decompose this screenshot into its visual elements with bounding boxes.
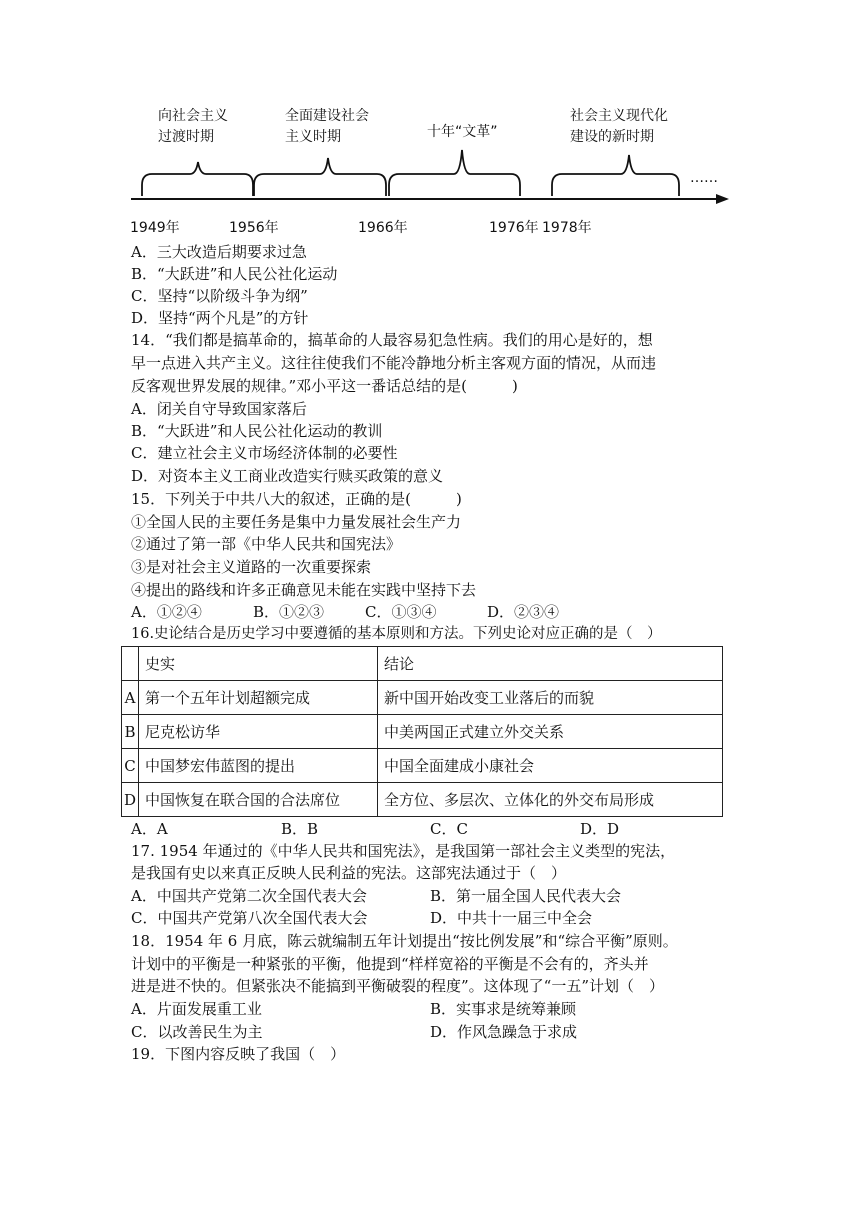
table-cell: D (122, 783, 139, 817)
q14-option-a: A．闭关自守导致国家落后 (131, 400, 307, 418)
year-label: 1956年 (229, 220, 279, 236)
q13-option-d: D．坚持“两个凡是”的方针 (131, 309, 309, 327)
table-cell: B (122, 715, 139, 749)
q13-option-c: C．坚持“以阶级斗争为纲” (131, 287, 308, 305)
table-cell: C (122, 749, 139, 783)
q16-option-c: C．C (430, 820, 468, 838)
timeline-brace (254, 158, 386, 196)
q19-stem: 19．下图内容反映了我国（ ） (131, 1045, 346, 1063)
q18-stem: 进是进不快的。但紧张决不能搞到平衡破裂的程度”。这体现了“一五”计划（ ） (131, 977, 665, 995)
table-header: 结论 (378, 647, 723, 681)
table-row (122, 783, 723, 817)
timeline-arrow (716, 194, 729, 204)
q17-option-c: C．中国共产党第八次全国代表大会 (131, 909, 368, 927)
q15-option-b: B．①②③ (253, 603, 325, 621)
timeline-brace (389, 150, 520, 196)
q15-option-c: C．①③④ (365, 603, 437, 621)
q14-stem: 14．“我们都是搞革命的，搞革命的人最容易犯急性病。我们的用心是好的，想 (131, 331, 653, 349)
q17-option-b: B．第一届全国人民代表大会 (430, 887, 622, 905)
q16-table (121, 646, 723, 817)
q18-stem: 18．1954 年 6 月底，陈云就编制五年计划提出“按比例发展”和“综合平衡”原则。 (131, 932, 678, 950)
q17-option-d: D．中共十一届三中全会 (430, 909, 593, 927)
q18-stem: 计划中的平衡是一种紧张的平衡，他提到“样样宽裕的平衡是不会有的，齐头并 (131, 955, 649, 973)
year-label: 1978年 (542, 220, 592, 236)
q18-option-c: C．以改善民生为主 (131, 1023, 263, 1041)
q17-option-a: A．中国共产党第二次全国代表大会 (131, 887, 367, 905)
q14-stem: 反客观世界发展的规律。”邓小平这一番话总结的是( ) (131, 377, 518, 395)
table-row (122, 647, 723, 681)
table-cell: A (122, 681, 139, 715)
timeline-graphic (0, 0, 860, 240)
q14-option-c: C．建立社会主义市场经济体制的必要性 (131, 444, 398, 462)
period-label: 全面建设社会 主义时期 (285, 108, 369, 145)
q13-option-a: A．三大改造后期要求过急 (131, 243, 307, 261)
q15-item: ④提出的路线和许多正确意见未能在实践中坚持下去 (131, 581, 477, 599)
table-row (122, 749, 723, 783)
timeline-brace (142, 162, 253, 196)
year-label: 1976年 (489, 220, 539, 236)
q15-item: ③是对社会主义道路的一次重要探索 (131, 558, 372, 576)
q18-option-d: D．作风急躁急于求成 (430, 1023, 578, 1041)
table-cell (122, 647, 139, 681)
year-label: 1966年 (358, 220, 408, 236)
table-row (122, 681, 723, 715)
table-cell: 第一个五年计划超额完成 (139, 681, 378, 715)
table-cell: 中美两国正式建立外交关系 (378, 715, 723, 749)
year-label: 1949年 (130, 220, 180, 236)
q17-stem: 17. 1954 年通过的《中华人民共和国宪法》，是我国第一部社会主义类型的宪法， (131, 842, 676, 860)
period-label: 向社会主义 过渡时期 (158, 108, 228, 145)
q15-item: ①全国人民的主要任务是集中力量发展社会生产力 (131, 513, 462, 531)
table-header: 史实 (139, 647, 378, 681)
q15-option-a: A．①②④ (131, 603, 202, 621)
table-cell: 新中国开始改变工业落后的而貌 (378, 681, 723, 715)
q18-option-b: B．实事求是统筹兼顾 (430, 1000, 577, 1018)
q16-option-a: A．A (131, 820, 168, 838)
q16-option-d: D．D (580, 820, 620, 838)
table-row (122, 715, 723, 749)
table-cell: 尼克松访华 (139, 715, 378, 749)
timeline-brace (552, 155, 679, 196)
timeline-continuation: …… (690, 170, 718, 186)
q16-stem: 16.史论结合是历史学习中要遵循的基本原则和方法。下列史论对应正确的是（ ） (131, 626, 662, 642)
table-cell: 中国梦宏伟蓝图的提出 (139, 749, 378, 783)
table-cell: 中国恢复在联合国的合法席位 (139, 783, 378, 817)
q16-option-b: B．B (281, 820, 319, 838)
period-label: 十年“文革” (427, 124, 498, 140)
period-label: 社会主义现代化 建设的新时期 (570, 108, 668, 145)
q15-item: ②通过了第一部《中华人民共和国宪法》 (131, 535, 402, 553)
q15-option-d: D．②③④ (487, 603, 560, 621)
table-cell: 中国全面建成小康社会 (378, 749, 723, 783)
q14-option-d: D．对资本主义工商业改造实行赎买政策的意义 (131, 467, 444, 485)
q18-option-a: A．片面发展重工业 (131, 1000, 262, 1018)
q15-stem: 15．下列关于中共八大的叙述，正确的是( ) (131, 490, 462, 508)
q14-option-b: B．“大跃进”和人民公社化运动的教训 (131, 422, 383, 440)
q14-stem: 早一点进入共产主义。这往往使我们不能冷静地分析主客观方面的情况，从而违 (131, 354, 657, 372)
table-cell: 全方位、多层次、立体化的外交布局形成 (378, 783, 723, 817)
q13-option-b: B．“大跃进”和人民公社化运动 (131, 265, 338, 283)
q17-stem: 是我国有史以来真正反映人民利益的宪法。这部宪法通过于（ ） (131, 864, 567, 882)
